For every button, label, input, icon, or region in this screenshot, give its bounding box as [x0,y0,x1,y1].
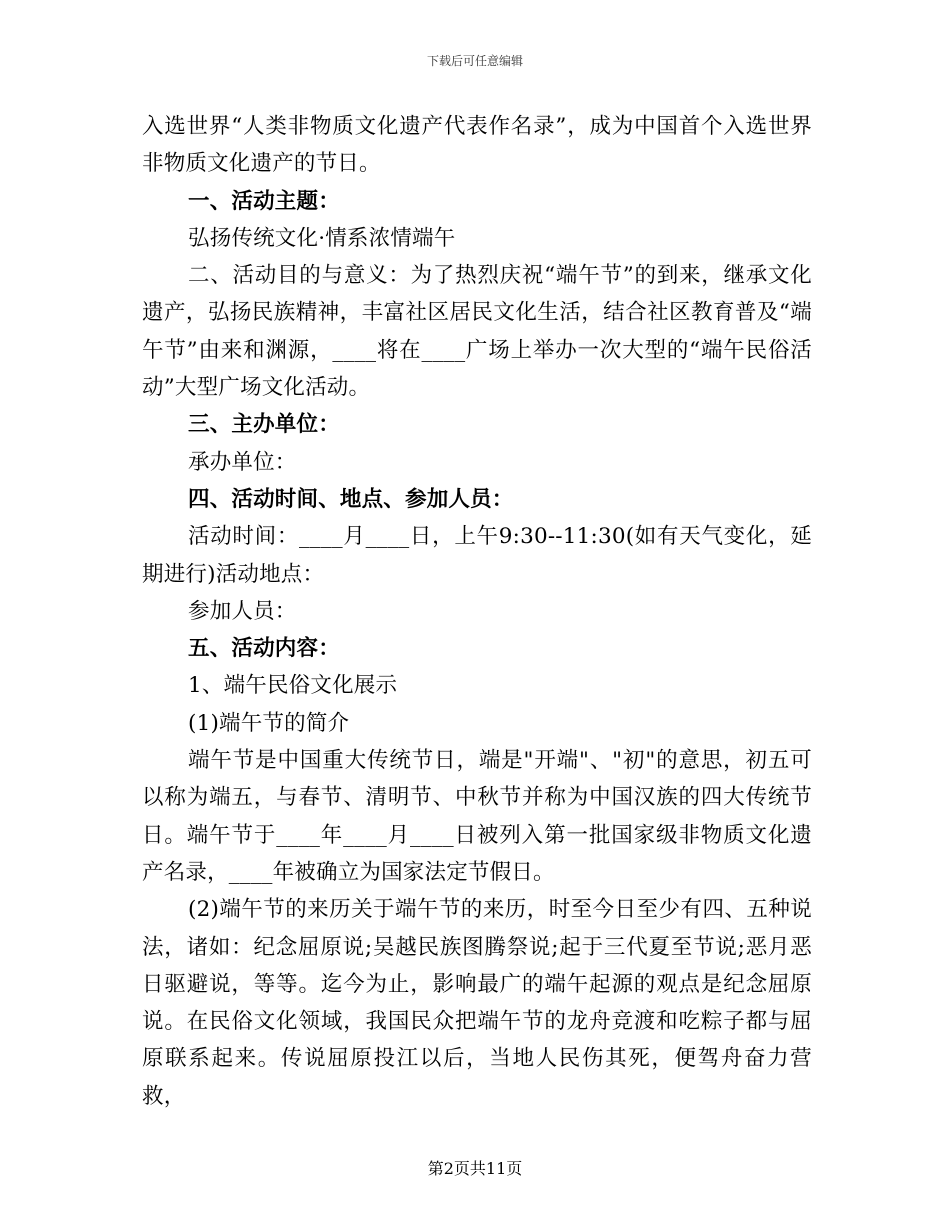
subsection-heading-1-1: (1)端午节的简介 [188,710,350,736]
paragraph-intro: 端午节是中国重大传统节日，端是"开端"、"初"的意思，初五可以称为端五，与春节、清明节、中秋节并称为中国汉族的四大传统节日。端午节于____年____月____日被列入第一批国家级非物质文化遗产名录，____年被确立为国家法定节假日。 [142,748,812,885]
organizer-text: 承办单位： [188,449,297,475]
section-heading-theme: 一、活动主题： [188,188,340,214]
section-heading-organizer: 三、主办单位： [188,412,340,438]
page-footer: 第2页共11页 [427,1159,523,1178]
page-header: 下载后可任意编辑 [426,54,523,68]
participants-text: 参加人员： [188,598,297,624]
paragraph-purpose: 二、活动目的与意义：为了热烈庆祝“端午节”的到来，继承文化遗产，弘扬民族精神，丰富社区居民文化生活，结合社区教育普及“端午节”由来和渊源，____将在____广场上举办一次大型的“端午民俗活动”大型广场文化活动。 [142,263,812,401]
paragraph-continuation: 入选世界“人类非物质文化遗产代表作名录”，成为中国首个入选世界非物质文化遗产的节日。 [142,114,812,177]
document-body [142,108,812,1115]
time-place-text: 活动时间：____月____日，上午9:30--11:30(如有天气变化，延期进行)活动地点： [142,524,812,587]
theme-text: 弘扬传统文化·情系浓情端午 [188,225,456,251]
subsection-heading-1: 1、端午民俗文化展示 [188,673,398,699]
paragraph-origin: (2)端午节的来历关于端午节的来历，时至今日至少有四、五种说法，诸如：纪念屈原说;吴越民族图腾祭说;起于三代夏至节说;恶月恶日驱避说，等等。迄今为止，影响最广的端午起源的观点是纪念屈原说。在民俗文化领域，我国民众把端午节的龙舟竞渡和吃粽子都与屈原联系起来。传说屈原投江以后，当地人民伤其死，便驾舟奋力营救， [142,897,812,1109]
section-heading-content: 五、活动内容： [188,636,340,662]
section-heading-time-place: 四、活动时间、地点、参加人员： [188,486,514,512]
